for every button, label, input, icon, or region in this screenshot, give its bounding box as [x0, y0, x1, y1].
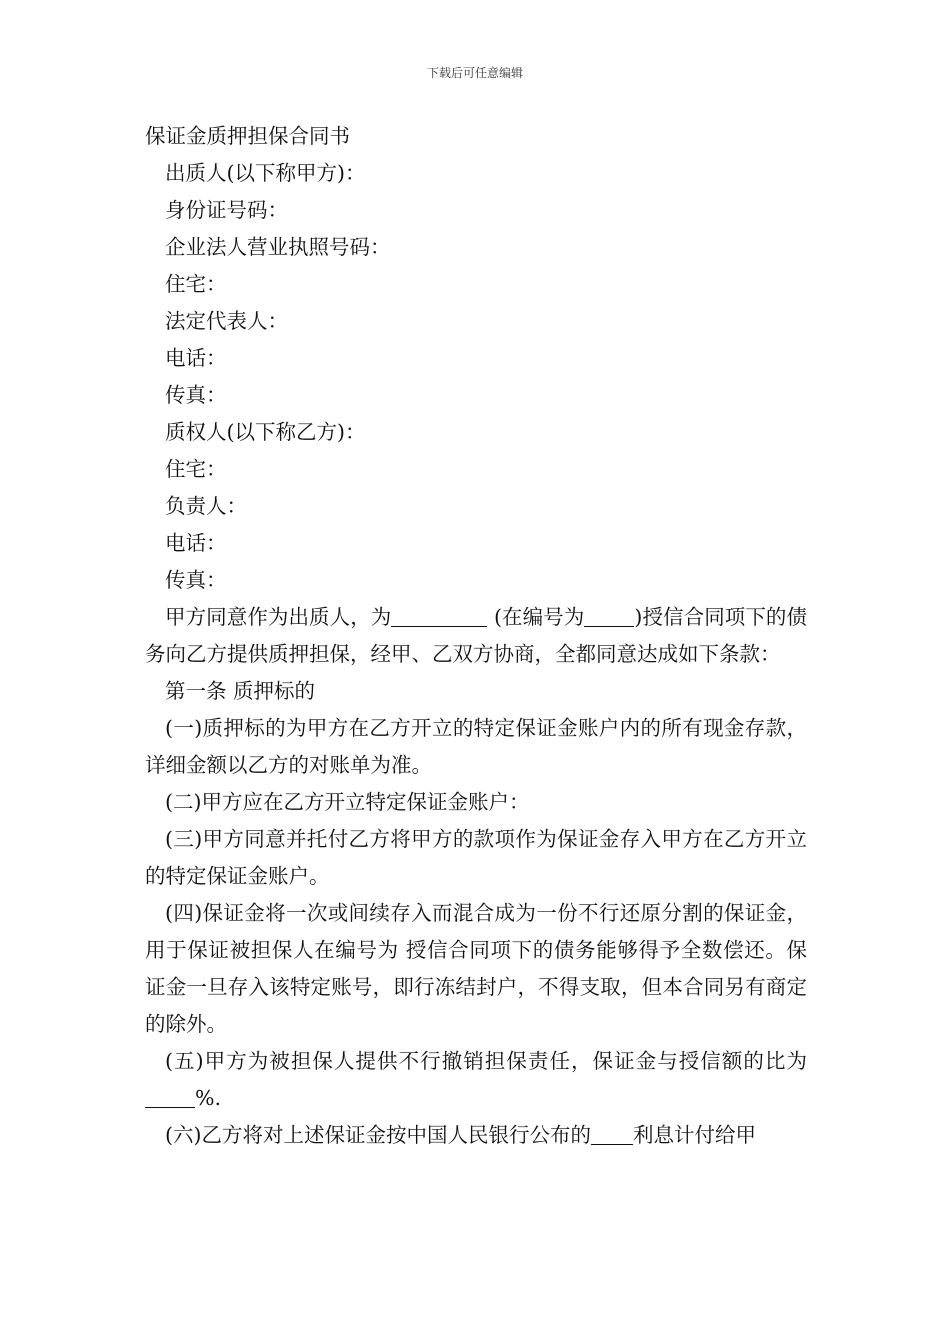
intro-paragraph: [145, 599, 807, 673]
article-1-heading: 第一条 质押标的: [165, 679, 316, 703]
blank-ratio[interactable]: [145, 1087, 195, 1109]
blank-interest-type[interactable]: [591, 1124, 633, 1146]
document-title: 保证金质押担保合同书: [145, 124, 350, 148]
intro-text-1: 甲方同意作为出质人，为: [165, 605, 392, 629]
clause-1: (一)质押标的为甲方在乙方开立的特定保证金账户内的所有现金存款，详细金额以乙方的对账单为准。: [145, 716, 807, 777]
clause-3: (三)甲方同意并托付乙方将甲方的款项作为保证金存入甲方在乙方开立的特定保证金账户。: [145, 827, 807, 888]
field-legal-representative: 法定代表人：: [165, 309, 288, 333]
field-pledgee-address: 住宅：: [165, 457, 227, 481]
field-pledgee-phone: 电话：: [165, 531, 227, 555]
clause-5: [145, 1043, 807, 1117]
field-pledgor-phone: 电话：: [165, 346, 227, 370]
field-id-number: 身份证号码：: [165, 198, 288, 222]
field-pledgee: 质权人(以下称乙方)：: [165, 420, 366, 444]
clause-6-suffix: 利息计付给甲: [633, 1123, 756, 1147]
clause-2: (二)甲方应在乙方开立特定保证金账户：: [165, 790, 530, 814]
clause-5-suffix: %.: [195, 1086, 221, 1110]
intro-text-3: )授信合同项下的债务向乙方提供质押担保，经甲、乙双方协商，全都同意达成如下条款：: [145, 605, 808, 666]
field-business-license: 企业法人营业执照号码：: [165, 235, 391, 259]
clause-6: [145, 1117, 807, 1154]
field-person-in-charge: 负责人：: [165, 494, 247, 518]
clause-5-text: (五)甲方为被担保人提供不行撤销担保责任，保证金与授信额的比为: [165, 1049, 807, 1073]
clause-6-text: (六)乙方将对上述保证金按中国人民银行公布的: [165, 1123, 591, 1147]
intro-text-2: (在编号为: [487, 605, 585, 629]
field-pledgor: 出质人(以下称甲方)：: [165, 161, 366, 185]
clause-4: (四)保证金将一次或间续存入而混合成为一份不行还原分割的保证金，用于保证被担保人在编号为 授信合同项下的债务能够得予全数偿还。保证金一旦存入该特定账号，即行冻结封户，不得支取，但本合同另有商定的除外。: [145, 901, 807, 1036]
document-body: [145, 118, 807, 1154]
field-pledgor-fax: 传真：: [165, 383, 227, 407]
blank-debtor[interactable]: [391, 606, 487, 628]
field-pledgee-fax: 传真：: [165, 568, 227, 592]
blank-contract-number[interactable]: [584, 606, 634, 628]
field-pledgor-address: 住宅：: [165, 272, 227, 296]
page-header: 下载后可任意编辑: [426, 66, 523, 80]
